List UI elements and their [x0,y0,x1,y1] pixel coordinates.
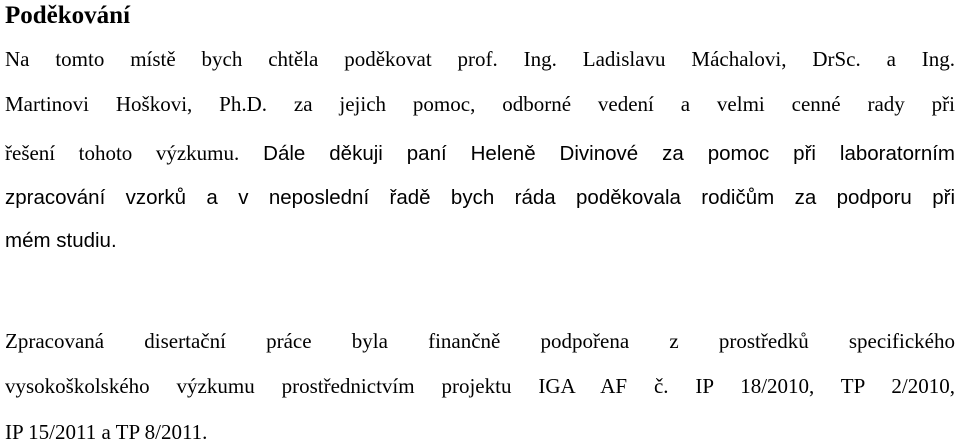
paragraph2-line2: vysokoškolského výzkumu prostřednictvím projektu IGA AF č. IP 18/2010, TP 2/2010, [5,374,955,398]
paragraph1-line2: Martinovi Hoškovi, Ph.D. za jejich pomoc, odborné vedení a velmi cenné rady při [5,92,955,116]
paragraph1-line4: zpracování vzorků a v neposlední řadě bych ráda poděkovala rodičům za podporu při [5,186,955,209]
paragraph1-line5: mém studiu. [5,229,117,252]
paragraph1-line3-sans-text: Dále děkuji paní Heleně Divinové za pomoc při laboratorním [239,142,955,165]
paragraph2-line1: Zpracovaná disertační práce byla finančně podpořena z prostředků specifického [5,329,955,353]
paragraph1-line3-serif-text: řešení tohoto výzkumu. [5,141,240,165]
paragraph1-line1: Na tomto místě bych chtěla poděkovat prof. Ing. Ladislavu Máchalovi, DrSc. a Ing. [5,47,955,71]
page-title: Poděkování [5,2,131,29]
paragraph2-line3: IP 15/2011 a TP 8/2011. [5,420,208,444]
paragraph1-line3 [5,139,955,168]
